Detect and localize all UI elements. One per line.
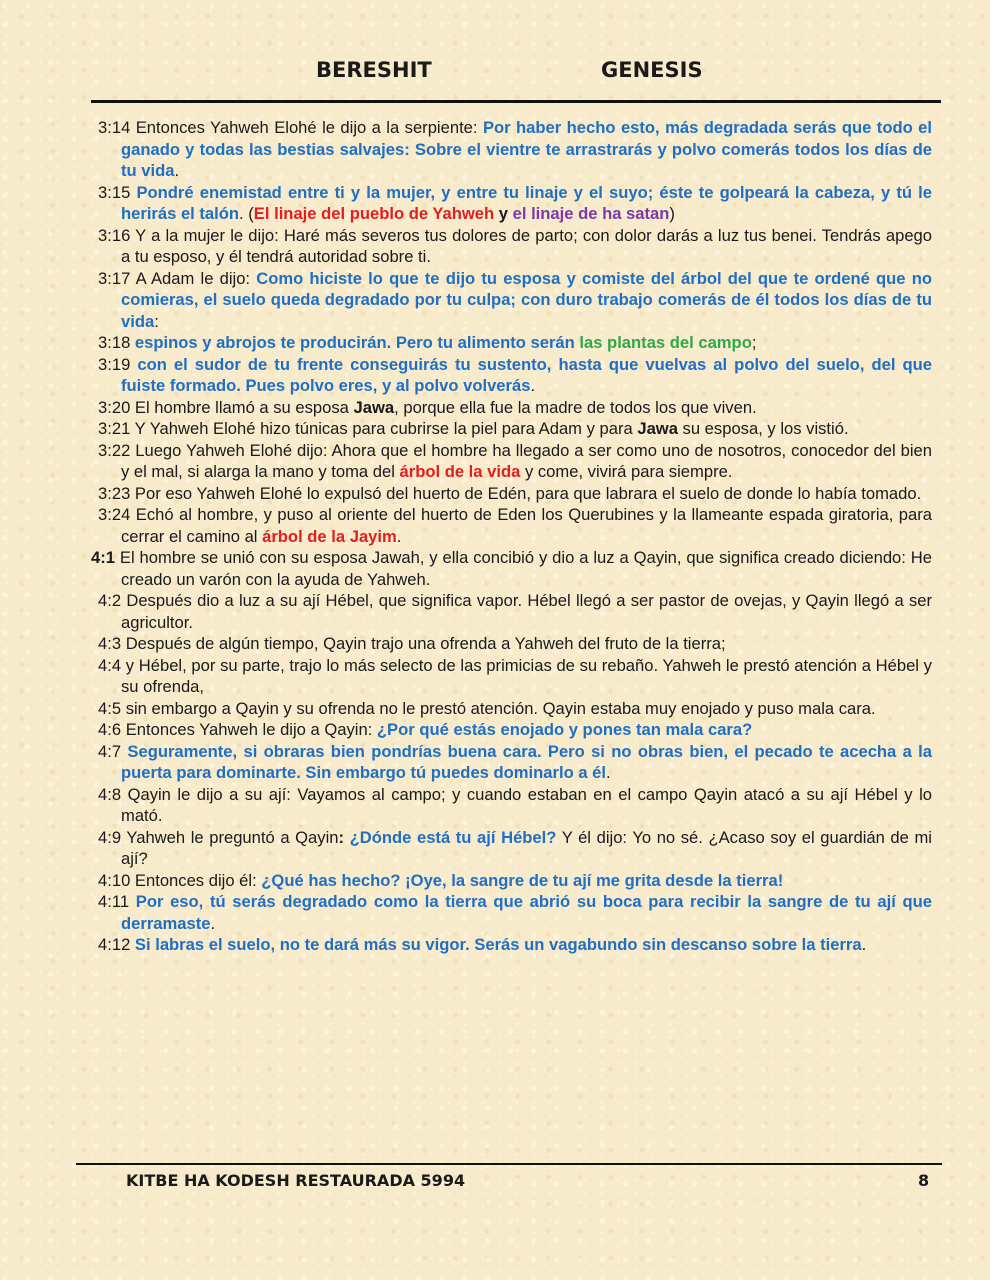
verse-text-segment: Qayin le dijo a su ají: Vayamos al campo; y cuando estaban en el campo Qayin atacó a su ají Hébel y lo mató. [121,784,932,825]
verse-text-segment: Echó al hombre, y puso al oriente del huerto de Eden los Querubines y la llameante espada giratoria, para cerrar el camino al [121,505,932,546]
verse-number: 4:10 [98,870,131,890]
verse-4-10 [98,870,932,892]
verse-text-segment: y Hébel, por su parte, trajo lo más selecto de las primicias de su rebaño. Yahweh le prestó atención a Hébel y su ofrenda, [121,655,932,696]
verse-text-segment: Seguramente, si obraras bien pondrías buena cara. Pero si no obras bien, el pecado te acecha a la puerta para dominarte. Sin embargo tú puedes dominarlo a él [121,741,932,782]
verse-text-segment: ; [751,333,757,352]
verse-text-segment: árbol de la Jayim [262,526,397,546]
verse-4-7 [98,741,932,784]
verse-text-segment: ¿Qué has hecho? ¡Oye, la sangre de tu ají me grita desde la tierra! [261,870,784,890]
verse-4-12 [98,934,932,956]
verse-text-segment: las plantas del campo [579,333,752,352]
verse-number: 3:16 [98,225,131,245]
verse-text-segment: Y él dijo: Yo no sé. ¿Acaso soy el guardián de mi ají? [121,827,932,868]
page-header [0,58,990,88]
verse-text-segment: Por haber hecho esto, más degradada serás que todo el ganado y todas las bestias salvajes: Sobre el vientre te arrastrarás y polvo comerás todos los días de tu vida [121,118,932,180]
verse-number: 4:8 [98,784,122,804]
verse-3-20 [98,397,932,419]
verse-text-segment: con el sudor de tu frente conseguirás tu sustento, hasta que vuelvas al polvo del suelo, del que fuiste formado. Pues polvo eres, y al polvo volverás [121,354,932,395]
verse-text-segment: Luego Yahweh Elohé dijo: Ahora que el hombre ha llegado a ser como uno de nosotros, conocedor del bien y el mal, si alarga la mano y toma del [121,440,932,481]
verse-4-1 [91,547,932,590]
verse-4-8 [98,784,932,827]
verse-number: 3:21 [98,419,131,438]
verse-number: 4:7 [98,741,122,761]
verse-text-segment: . [210,913,216,933]
verse-text-segment: : [154,311,159,331]
verse-number: 3:14 [98,118,131,137]
verse-number: 4:4 [98,655,122,675]
verse-text-segment: A Adam le dijo: [135,268,257,288]
verse-text-segment: ¿Dónde está tu ají Hébel? [349,827,557,847]
verse-text-segment: . [530,376,536,395]
verse-3-15 [98,182,932,225]
verse-text-segment: espinos y abrojos te producirán. Pero tu alimento serán [134,333,580,352]
verse-3-14 [98,117,932,182]
verse-number: 4:9 [98,827,122,847]
verse-text-segment: y [494,204,513,223]
verse-text-segment: Si labras el suelo, no te dará más su vigor. Serás un vagabundo sin descanso sobre la tierra [134,935,862,954]
verse-3-23 [98,483,932,505]
verse-text-segment: ¿Por qué estás enojado y pones tan mala cara? [376,720,753,739]
verse-text-segment: Entonces Yahweh le dijo a Qayin: [125,720,377,739]
verse-number: 3:22 [98,440,131,460]
verse-text-segment: su esposa, y los vistió. [677,419,849,438]
verse-text-segment: El linaje del pueblo de Yahweh [253,204,495,223]
verse-text-segment: , porque ella fue la madre de todos los que viven. [394,397,757,417]
verse-number: 3:19 [98,354,131,374]
verse-list [91,117,932,956]
verse-text-segment: . [174,161,180,180]
verse-number: 4:3 [98,634,122,653]
verse-text-segment: Entonces Yahweh Elohé le dijo a la serpiente: [135,118,483,137]
verse-text-segment: el linaje de ha satan [512,204,670,223]
verse-number: 4:5 [98,698,122,718]
verse-number: 4:1 [91,548,115,567]
verse-text-segment: Pondré enemistad entre ti y la mujer, y entre tu linaje y el suyo; éste te golpeará la cabeza, y tú le herirás el talón [121,182,932,223]
verse-text-segment: Por eso, tú serás degradado como la tierra que abrió su boca para recibir la sangre de tu ají que derramaste [121,892,932,933]
verse-number: 3:20 [98,397,131,417]
verse-4-9 [98,827,932,870]
verse-text-segment: Jawa [637,419,678,438]
verse-number: 4:11 [98,892,130,911]
verse-3-18 [98,332,932,354]
verse-text-segment: El hombre llamó a su esposa [134,397,354,417]
verse-text-segment: El hombre se unió con su esposa Jawah, y ella concibió y dio a luz a Qayin, que significa creado diciendo: He creado un varón con la ayuda de Yahweh. [119,548,932,589]
verse-3-24 [98,504,932,547]
verse-number: 3:17 [98,268,131,288]
footer-edition: KITBE HA KODESH RESTAURADA 5994 [126,1171,466,1190]
verse-3-16 [98,225,932,268]
verse-number: 4:6 [98,720,122,739]
verse-4-2 [98,590,932,633]
verse-4-11 [98,891,932,934]
verse-number: 4:12 [98,935,131,954]
verse-text-segment: ) [669,204,675,223]
verse-3-22 [98,440,932,483]
verse-text-segment: Y Yahweh Elohé hizo túnicas para cubrirse la piel para Adam y para [134,419,638,438]
verse-3-17 [98,268,932,333]
verse-text-segment: árbol de la vida [399,462,521,481]
verse-text-segment: sin embargo a Qayin y su ofrenda no le prestó atención. Qayin estaba muy enojado y puso mala cara. [125,698,876,718]
verse-text-segment: . [396,526,402,546]
verse-4-3 [98,633,932,655]
verse-text-segment: Jawa [353,397,395,417]
verse-3-21 [98,418,932,440]
verse-text-segment: : [338,827,350,847]
verse-number: 3:18 [98,333,131,352]
verse-number: 3:24 [98,505,131,524]
verse-text-segment: y come, vivirá para siempre. [520,462,733,481]
verse-number: 3:23 [98,483,131,503]
verse-number: 3:15 [98,182,131,202]
header-book-hebrew: BERESHIT [316,58,432,82]
page-number: 8 [918,1171,930,1190]
verse-4-4 [98,655,932,698]
header-divider [91,100,941,103]
verse-4-6 [98,719,932,741]
verse-number: 4:2 [98,591,122,610]
verse-text-segment: Después de algún tiempo, Qayin trajo una ofrenda a Yahweh del fruto de la tierra; [125,634,726,653]
verse-text-segment: Como hiciste lo que te dijo tu esposa y comiste del árbol del que te ordené que no comieras, el suelo queda degradado por tu culpa; con duro trabajo comerás de él todos los días de tu vida [121,268,932,331]
header-book-title: GENESIS [601,58,703,82]
verse-text-segment: . [861,935,867,954]
verse-4-5 [98,698,932,720]
verse-text-segment: Entonces dijo él: [134,870,262,890]
verse-text-segment: Por eso Yahweh Elohé lo expulsó del huerto de Edén, para que labrara el suelo de donde lo había tomado. [134,483,922,503]
footer-divider [76,1163,942,1165]
verse-3-19 [98,354,932,397]
verse-text-segment: . ( [239,204,254,223]
verse-text-segment: Yahweh le preguntó a Qayin [126,827,339,847]
verse-text-segment: Y a la mujer le dijo: Haré más severos tus dolores de parto; con dolor darás a luz tus benei. Tendrás apego a tu esposo, y él tendrá autoridad sobre ti. [121,225,932,266]
verse-text-segment: . [606,763,611,782]
verse-text-segment: Después dio a luz a su ají Hébel, que significa vapor. Hébel llegó a ser pastor de ovejas, y Qayin llegó a ser agricultor. [121,591,932,632]
